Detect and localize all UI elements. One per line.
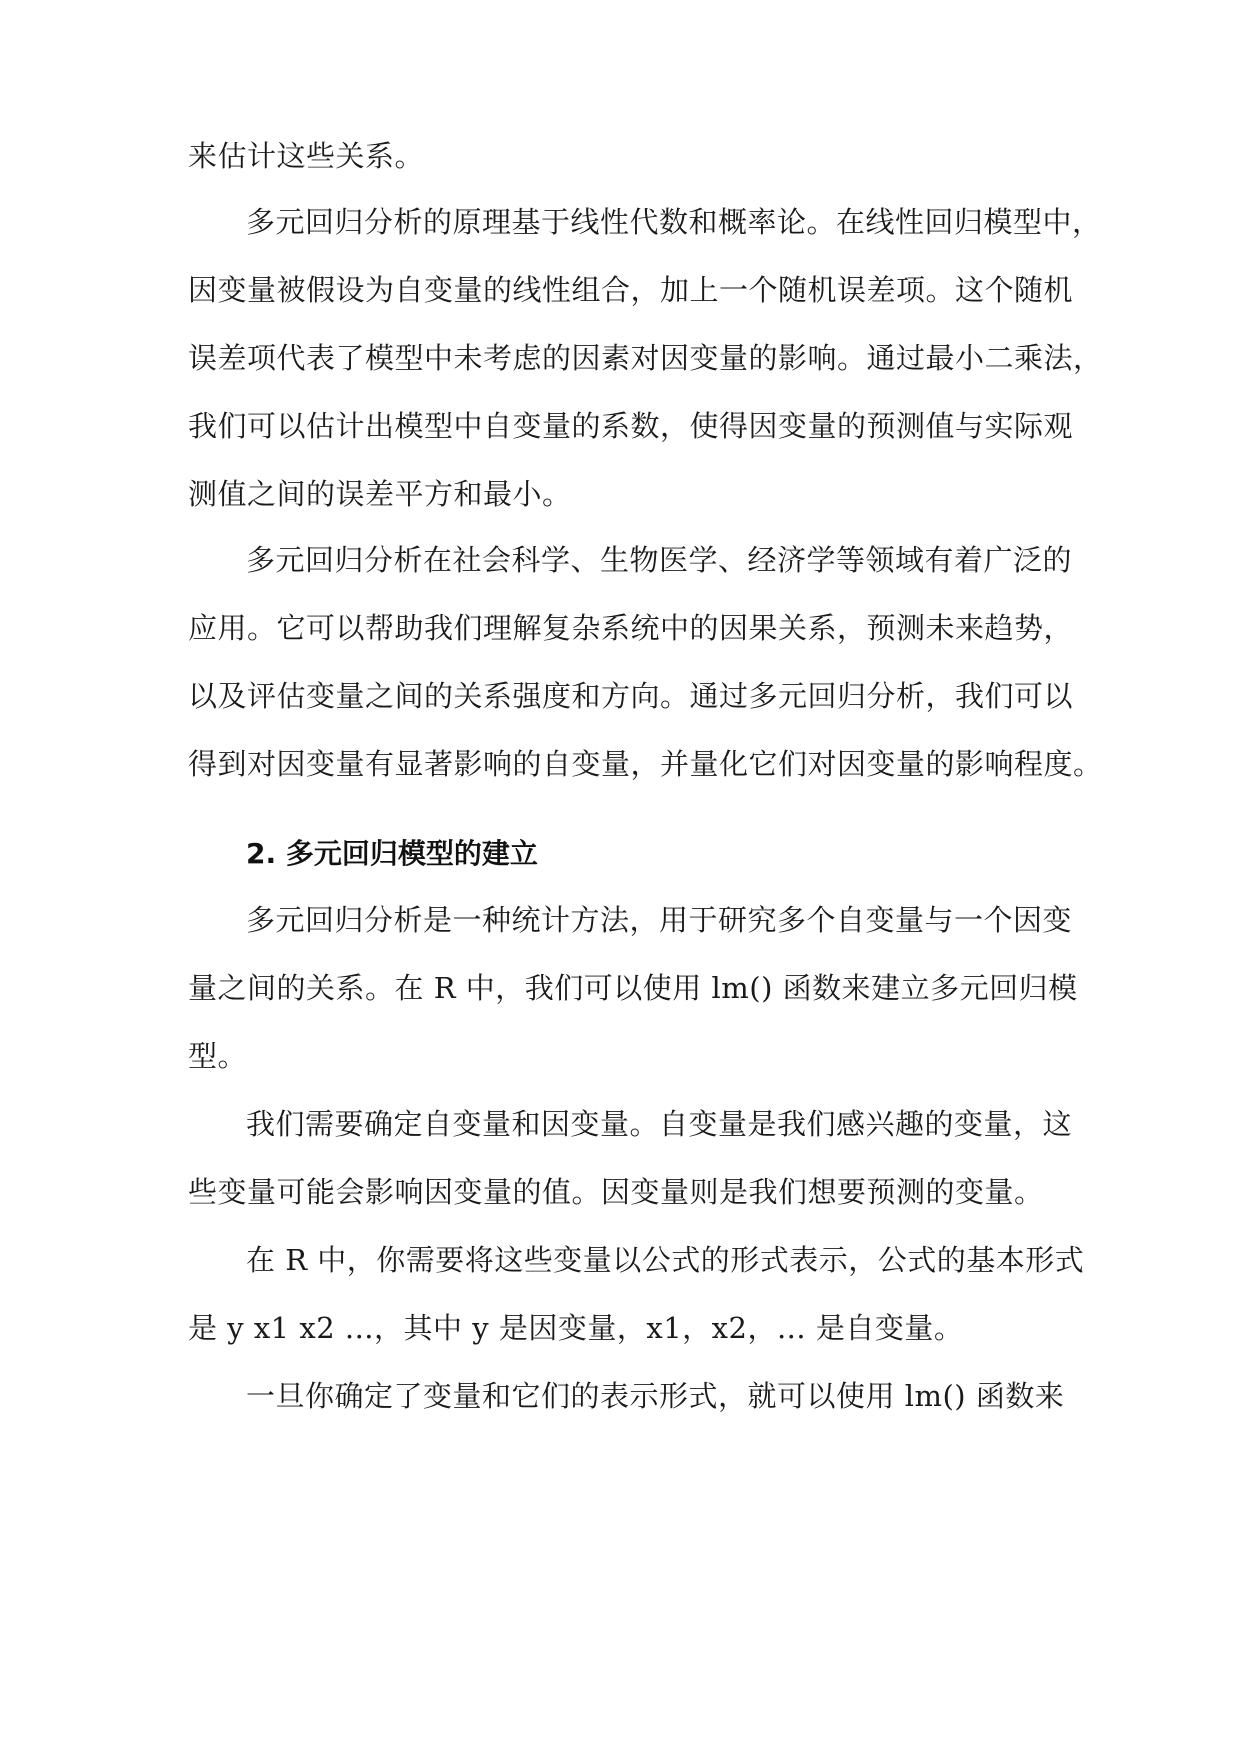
paragraph-line: 在 R 中，你需要将这些变量以公式的形式表示，公式的基本形式 [246, 1243, 1085, 1277]
paragraph-line: 量之间的关系。在 R 中，我们可以使用 lm() 函数来建立多元回归模 [188, 971, 1078, 1005]
paragraph-line: 型。 [188, 1039, 248, 1073]
paragraph-line: 我们需要确定自变量和因变量。自变量是我们感兴趣的变量，这 [246, 1107, 1073, 1141]
paragraph-line: 我们可以估计出模型中自变量的系数，使得因变量的预测值与实际观 [188, 409, 1074, 443]
paragraph-line: 测值之间的误差平方和最小。 [188, 477, 572, 511]
paragraph-line: 些变量可能会影响因变量的值。因变量则是我们想要预测的变量。 [188, 1175, 1044, 1209]
paragraph-line: 来估计这些关系。 [188, 139, 425, 173]
paragraph-line: 多元回归分析的原理基于线性代数和概率论。在线性回归模型中， [246, 205, 1102, 239]
paragraph-line: 得到对因变量有显著影响的自变量，并量化它们对因变量的影响程度。 [188, 747, 1103, 781]
paragraph-line: 以及评估变量之间的关系强度和方向。通过多元回归分析，我们可以 [188, 679, 1074, 713]
paragraph-line: 是 y x1 x2 ...，其中 y 是因变量，x1，x2，... 是自变量。 [188, 1311, 964, 1345]
section-heading: 2. 多元回归模型的建立 [246, 837, 538, 870]
paragraph-line: 误差项代表了模型中未考虑的因素对因变量的影响。通过最小二乘法， [188, 341, 1103, 375]
paragraph-line: 多元回归分析在社会科学、生物医学、经济学等领域有着广泛的 [246, 543, 1073, 577]
paragraph-line: 一旦你确定了变量和它们的表示形式，就可以使用 lm() 函数来 [246, 1379, 1065, 1413]
paragraph-line: 因变量被假设为自变量的线性组合，加上一个随机误差项。这个随机 [188, 273, 1074, 307]
paragraph-line: 应用。它可以帮助我们理解复杂系统中的因果关系，预测未来趋势， [188, 611, 1074, 645]
paragraph-line: 多元回归分析是一种统计方法，用于研究多个自变量与一个因变 [246, 903, 1073, 937]
